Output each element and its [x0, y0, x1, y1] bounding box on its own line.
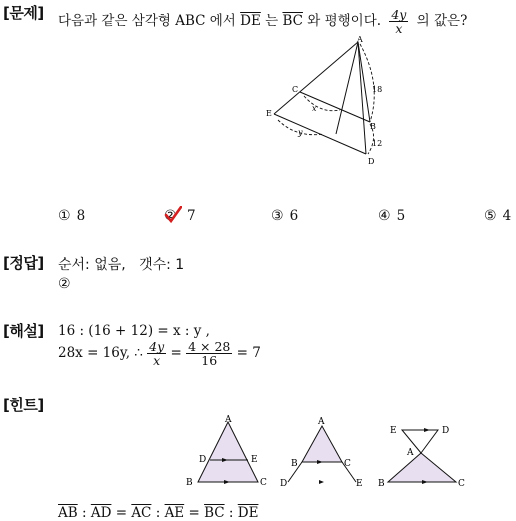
question-part4: 의 값은? — [416, 13, 468, 29]
choice-4[interactable] — [378, 208, 405, 224]
solution-fraction-1: $\frac{4y}{x}$ — [149, 339, 165, 368]
fig-label-12: 12 — [372, 139, 383, 148]
choice-1[interactable] — [58, 208, 85, 224]
question-text — [58, 8, 467, 35]
checkmark-icon — [164, 206, 182, 224]
segment-de: $\overline{DE}$ — [240, 13, 261, 29]
solution-fraction-2: $\frac{4 \times 28}{16}$ — [188, 339, 231, 368]
choice-2[interactable] — [164, 208, 196, 224]
hint-ratio: $\overline{AB}$ : $\overline{AD} = \overline{AC}$ : $\overline{AE} = \overline{BC}$ : $\overline{DE}$ — [58, 505, 259, 521]
hint-figures — [180, 412, 480, 494]
fig-label-a: A — [357, 35, 363, 44]
choice-5-mark: ⑤ — [484, 208, 497, 224]
answer-choice: ② — [58, 276, 71, 292]
svg-text:B: B — [186, 478, 193, 488]
hint-label: [힌트] — [3, 396, 44, 414]
solution-line-1: 16 : (16 + 12) = x : y , — [58, 323, 210, 339]
segment-bc: $\overline{BC}$ — [282, 13, 303, 29]
hint-figure-1 — [186, 415, 267, 488]
solution-line2-left: 28x = 16y, ∴ — [58, 345, 143, 361]
choice-3-mark: ③ — [271, 208, 284, 224]
answer-order: 순서: 없음, — [58, 257, 126, 273]
fig-label-e: E — [266, 109, 272, 118]
svg-text:B: B — [378, 479, 385, 489]
fraction-numerator: 4y — [391, 7, 407, 22]
svg-text:C: C — [344, 459, 351, 469]
choice-1-mark: ① — [58, 208, 71, 224]
choice-2-value: 7 — [187, 208, 196, 224]
choice-1-value: 8 — [76, 208, 86, 224]
solution-equals: = — [170, 345, 182, 361]
svg-text:A: A — [318, 417, 325, 427]
svg-text:D: D — [199, 455, 207, 465]
answer-label: [정답] — [3, 254, 44, 272]
svg-text:C: C — [260, 478, 267, 488]
svg-text:D: D — [280, 479, 288, 489]
choice-2-mark: ② — [164, 208, 181, 224]
fig-label-d: D — [368, 157, 375, 166]
question-fraction — [389, 8, 408, 35]
svg-text:D: D — [442, 426, 450, 436]
answer-count: 갯수: 1 — [139, 257, 185, 273]
choice-3-value: 6 — [289, 208, 299, 224]
choice-3[interactable] — [271, 208, 298, 224]
svg-text:E: E — [390, 426, 397, 436]
svg-text:E: E — [356, 479, 363, 489]
fig-label-18: 18 — [372, 85, 383, 94]
fig-label-c: C — [292, 85, 299, 94]
fraction-denominator: x — [395, 21, 403, 36]
choice-5[interactable] — [484, 208, 511, 224]
problem-figure — [260, 34, 390, 168]
svg-text:B: B — [291, 459, 298, 469]
hint-figure-2 — [280, 417, 363, 489]
problem-label: [문제] — [3, 4, 44, 22]
question-part2: 는 — [265, 13, 279, 29]
svg-text:E: E — [251, 455, 258, 465]
fig-label-y: y — [298, 128, 303, 137]
svg-text:A: A — [225, 415, 232, 425]
fig-label-x: x — [312, 104, 317, 113]
hint-figure-3 — [378, 426, 465, 489]
svg-text:C: C — [458, 479, 465, 489]
answer-meta — [58, 254, 184, 274]
fig-label-b: B — [370, 122, 376, 131]
svg-text:A: A — [407, 448, 414, 458]
choice-4-mark: ④ — [378, 208, 391, 224]
choice-4-value: 5 — [396, 208, 406, 224]
solution-result: = 7 — [236, 345, 261, 361]
solution-line-2 — [58, 340, 261, 367]
question-part1: 다음과 같은 삼각형 ABC 에서 — [58, 13, 236, 29]
choice-5-value: 4 — [502, 208, 512, 224]
question-part3: 와 평행이다. — [307, 13, 382, 29]
solution-label: [해설] — [3, 322, 44, 340]
